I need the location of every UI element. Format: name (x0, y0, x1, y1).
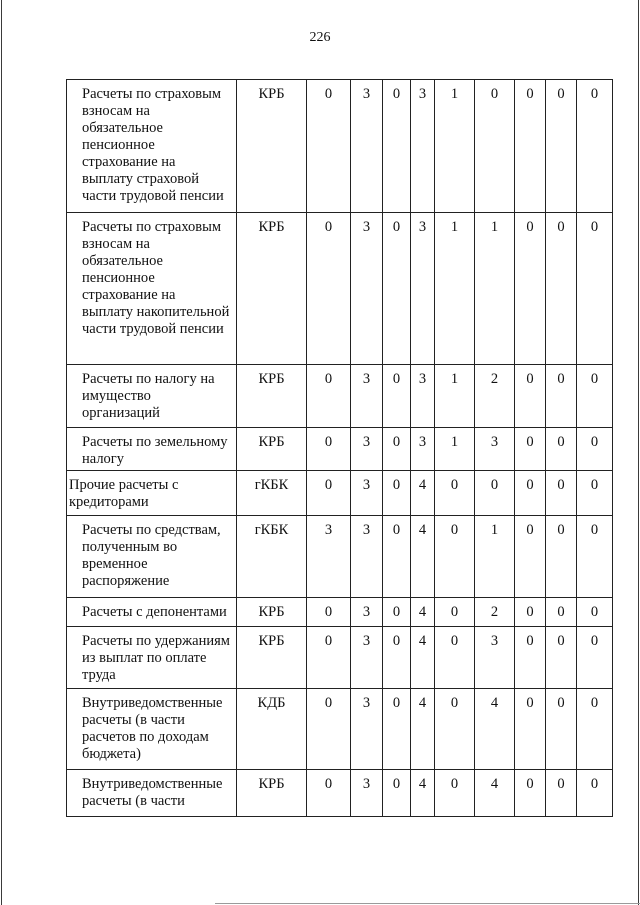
table-row (67, 471, 613, 516)
account-name: Расчеты по удержаниям из выплат по оплате труда (67, 627, 237, 689)
account-name: Прочие расчеты с кредиторами (67, 471, 237, 516)
digit-cell: 0 (307, 627, 351, 689)
digit-cell: 0 (383, 365, 411, 428)
digit-cell: 0 (383, 770, 411, 817)
digit-cell: 0 (577, 80, 613, 213)
digit-cell: 3 (351, 516, 383, 598)
digit-cell: 0 (546, 516, 577, 598)
account-name: Расчеты по страховым взносам на обязательное пенсионное страхование на выплату страховой части трудовой пенсии (67, 80, 237, 213)
digit-cell: 0 (307, 471, 351, 516)
digit-cell: 0 (435, 598, 475, 627)
digit-cell: 0 (577, 627, 613, 689)
budget-code: КРБ (237, 365, 307, 428)
digit-cell: 4 (411, 516, 435, 598)
digit-cell: 4 (475, 689, 515, 770)
digit-cell: 4 (411, 627, 435, 689)
digit-cell: 0 (515, 516, 546, 598)
budget-code: КРБ (237, 627, 307, 689)
digit-cell: 0 (546, 689, 577, 770)
digit-cell: 0 (515, 689, 546, 770)
digit-cell: 0 (577, 365, 613, 428)
digit-cell: 0 (546, 598, 577, 627)
digit-cell: 0 (435, 471, 475, 516)
digit-cell: 0 (577, 213, 613, 365)
table-row (67, 770, 613, 817)
digit-cell: 3 (411, 80, 435, 213)
budget-code: гКБК (237, 471, 307, 516)
digit-cell: 0 (307, 598, 351, 627)
account-name: Расчеты по налогу на имущество организаций (67, 365, 237, 428)
digit-cell: 4 (411, 689, 435, 770)
digit-cell: 0 (546, 213, 577, 365)
account-name: Расчеты по земельному налогу (67, 428, 237, 471)
digit-cell: 3 (411, 428, 435, 471)
digit-cell: 2 (475, 365, 515, 428)
digit-cell: 0 (435, 516, 475, 598)
digit-cell: 3 (351, 213, 383, 365)
page-number: 226 (309, 30, 331, 45)
digit-cell: 3 (351, 365, 383, 428)
digit-cell: 0 (435, 770, 475, 817)
table-row (67, 516, 613, 598)
digit-cell: 3 (351, 428, 383, 471)
digit-cell: 3 (351, 770, 383, 817)
digit-cell: 0 (383, 471, 411, 516)
digit-cell: 3 (351, 80, 383, 213)
budget-code: КРБ (237, 213, 307, 365)
digit-cell: 0 (515, 598, 546, 627)
table-row (67, 428, 613, 471)
budget-code: КРБ (237, 770, 307, 817)
digit-cell: 0 (515, 471, 546, 516)
digit-cell: 1 (435, 213, 475, 365)
digit-cell: 0 (577, 428, 613, 471)
digit-cell: 0 (307, 365, 351, 428)
digit-cell: 0 (307, 428, 351, 471)
table-row (67, 598, 613, 627)
digit-cell: 3 (351, 627, 383, 689)
digit-cell: 0 (307, 689, 351, 770)
budget-code: КРБ (237, 598, 307, 627)
budget-code: КРБ (237, 80, 307, 213)
digit-cell: 0 (307, 213, 351, 365)
table-row (67, 80, 613, 213)
digit-cell: 1 (475, 516, 515, 598)
digit-cell: 0 (383, 689, 411, 770)
digit-cell: 0 (515, 770, 546, 817)
budget-code: гКБК (237, 516, 307, 598)
table-row (67, 365, 613, 428)
digit-cell: 3 (351, 471, 383, 516)
digit-cell: 0 (383, 598, 411, 627)
account-name: Внутриведомственные расчеты (в части (67, 770, 237, 817)
digit-cell: 0 (546, 365, 577, 428)
digit-cell: 4 (411, 598, 435, 627)
digit-cell: 0 (546, 80, 577, 213)
digit-cell: 4 (475, 770, 515, 817)
account-name: Внутриведомственные расчеты (в части расчетов по доходам бюджета) (67, 689, 237, 770)
digit-cell: 1 (475, 213, 515, 365)
digit-cell: 0 (515, 428, 546, 471)
digit-cell: 0 (577, 770, 613, 817)
table-row (67, 213, 613, 365)
digit-cell: 0 (475, 471, 515, 516)
digit-cell: 0 (475, 80, 515, 213)
account-name: Расчеты по страховым взносам на обязательное пенсионное страхование на выплату накопительной части трудовой пенсии (67, 213, 237, 365)
digit-cell: 0 (515, 213, 546, 365)
digit-cell: 3 (475, 428, 515, 471)
digit-cell: 0 (383, 428, 411, 471)
digit-cell: 0 (577, 689, 613, 770)
digit-cell: 3 (351, 598, 383, 627)
digit-cell: 0 (383, 80, 411, 213)
accounts-table (66, 79, 613, 817)
digit-cell: 1 (435, 428, 475, 471)
digit-cell: 0 (383, 516, 411, 598)
budget-code: КРБ (237, 428, 307, 471)
digit-cell: 3 (411, 365, 435, 428)
account-name: Расчеты с депонентами (67, 598, 237, 627)
digit-cell: 0 (435, 627, 475, 689)
digit-cell: 0 (577, 516, 613, 598)
table-row (67, 689, 613, 770)
digit-cell: 0 (307, 80, 351, 213)
digit-cell: 0 (307, 770, 351, 817)
account-name: Расчеты по средствам, полученным во временное распоряжение (67, 516, 237, 598)
digit-cell: 0 (515, 80, 546, 213)
digit-cell: 0 (546, 627, 577, 689)
digit-cell: 3 (411, 213, 435, 365)
digit-cell: 0 (435, 689, 475, 770)
table-body (67, 80, 613, 817)
page-edge-right (638, 0, 639, 905)
digit-cell: 4 (411, 471, 435, 516)
digit-cell: 3 (351, 689, 383, 770)
page-edge-bottom (215, 903, 640, 904)
digit-cell: 0 (383, 627, 411, 689)
digit-cell: 2 (475, 598, 515, 627)
digit-cell: 0 (546, 428, 577, 471)
digit-cell: 1 (435, 365, 475, 428)
digit-cell: 0 (546, 770, 577, 817)
digit-cell: 0 (577, 471, 613, 516)
digit-cell: 1 (435, 80, 475, 213)
digit-cell: 0 (515, 627, 546, 689)
digit-cell: 0 (546, 471, 577, 516)
digit-cell: 3 (307, 516, 351, 598)
digit-cell: 3 (475, 627, 515, 689)
digit-cell: 0 (515, 365, 546, 428)
page-edge-left (1, 0, 2, 905)
table-row (67, 627, 613, 689)
digit-cell: 4 (411, 770, 435, 817)
budget-code: КДБ (237, 689, 307, 770)
digit-cell: 0 (577, 598, 613, 627)
digit-cell: 0 (383, 213, 411, 365)
